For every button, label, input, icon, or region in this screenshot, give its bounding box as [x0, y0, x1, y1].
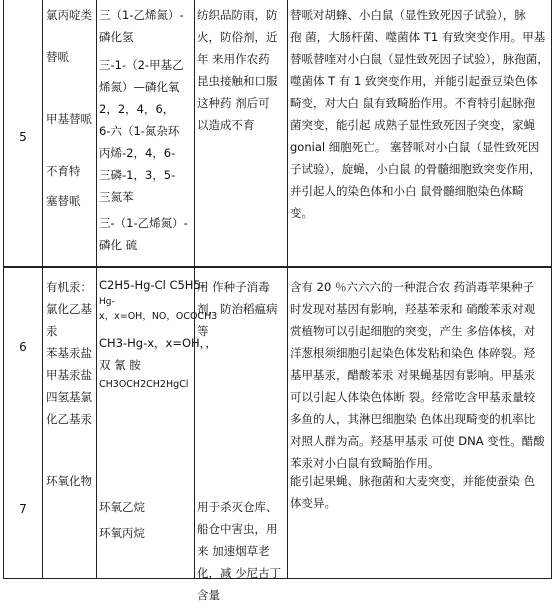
structure-line: 三氮苯	[99, 190, 134, 204]
effects-line: 噬菌体 T 有 1 致突变作用，并能引起蚕豆染色体	[290, 74, 538, 88]
column-divider	[287, 0, 288, 578]
chemical-name: 氯丙啶类	[46, 8, 92, 22]
structure-line: 6-六（1-氮杂环	[99, 124, 180, 138]
row-number: 6	[19, 340, 27, 354]
chemical-name: 苯基汞盐	[46, 346, 92, 360]
effects-line: 多鱼的人，其淋巴细胞染 色体出现畸变的机率比	[290, 412, 536, 426]
chemical-names	[46, 276, 96, 430]
chemical-names	[46, 470, 96, 492]
structure-line: 2，2，4，6，	[99, 102, 175, 116]
effects-line: 畸变，对大白 鼠有致畸胎作用。不育特引起脉孢	[290, 96, 536, 110]
structure-line: 三-1-（2-甲基乙	[99, 58, 184, 72]
effects-line: 替哌替喹对小白鼠（显性致死因子试验），脉孢菌，	[290, 52, 549, 66]
column-divider	[42, 0, 43, 578]
effects-line: 可以引起人体染色体断 裂。经常吃含甲基汞量较	[290, 390, 536, 404]
effects-line: 赏植物可以引起细胞的突变，产生 多倍体核，对	[290, 324, 536, 338]
structure-formulas	[99, 4, 194, 256]
usage-line: 以造成不育	[197, 118, 255, 132]
effects-text	[290, 4, 550, 224]
chemical-name: 环氧化物	[46, 474, 92, 488]
effects-line: 孢 菌，大肠杆菌、噬菌体 T1 有致突变作用。甲基	[290, 30, 546, 44]
structure-line: CH3OCH2CH2HgCl	[99, 379, 189, 390]
row-divider	[4, 266, 551, 268]
structure-line: 磷化氢	[99, 30, 134, 44]
effects-line: gonial 细胞死亡。 塞替哌对小白鼠（显性致死因	[290, 140, 540, 154]
chemical-name: 环氧乙烷	[99, 500, 145, 514]
chemical-name: 化乙基汞	[46, 412, 92, 426]
usage-line: 年 来用作农药	[197, 52, 270, 66]
effects-line: 苯汞对小白鼠有致畸胎作用。	[290, 456, 440, 470]
usage-line: 这种药 剂后可	[197, 96, 270, 110]
effects-line: 能引起果蝇、脉孢菌和大麦突变，并能使蚕染 色	[290, 474, 536, 488]
usage-line: 火，防俗剂，近	[197, 30, 278, 44]
usage-line: 化，减 少尼古丁	[197, 566, 282, 580]
usage-line: 用于杀灭仓库、	[197, 500, 278, 514]
usage-line: 剂，防治稻瘟病	[197, 302, 278, 316]
effects-line: 替哌对胡蜂、小白鼠（显性致死因子试验），脉	[290, 8, 526, 22]
structure-line: C2H5-Hg-Cl C5H5-	[99, 278, 205, 292]
usage-line: 等	[197, 324, 209, 338]
usage-line: 用 作种子消毒	[197, 280, 270, 294]
column-divider	[96, 0, 97, 578]
effects-line: 变。	[290, 206, 313, 220]
chemical-names	[46, 4, 96, 212]
chemical-name: 有机汞：	[46, 280, 92, 294]
chemical-name: 塞替哌	[46, 194, 81, 208]
structure-line: 三磷-1，3，5-	[99, 168, 176, 182]
usage-line: 船仓中害虫，用	[197, 522, 278, 536]
effects-line: 洋葱根须细胞引起染色体发粘和染色 体碎裂。羟	[290, 346, 536, 360]
effects-text	[290, 470, 550, 514]
usage-line: 昆虫接触和口服	[197, 74, 278, 88]
structure-line: 磷化 硫	[99, 238, 138, 252]
usage-line: 纺织品防雨，防	[197, 8, 278, 22]
chemical-name: 不育特	[46, 164, 81, 178]
chemical-name: 替哌	[46, 50, 69, 64]
effects-line: 体变异。	[290, 496, 336, 510]
effects-line: 子试验），旋蝇，小白鼠 的骨髓细胞致突变作用，	[290, 162, 541, 176]
structure-line: 三（1-乙烯氮）-	[99, 8, 184, 22]
data-table	[3, 0, 552, 602]
chemical-name: 环氧丙烷	[99, 526, 145, 540]
structure-line: 三-（1-乙烯氮）-	[99, 216, 188, 230]
usage-line: 含量	[197, 588, 220, 602]
effects-line: 基甲基汞，醋酸苯汞 对果蝇基因有影响。甲基汞	[290, 368, 536, 382]
effects-line: 时发现对基因有影响，羟基苯汞和 硝酸苯汞对观	[290, 302, 536, 316]
structure-line: CH3-Hg-x，x=OH，，	[99, 336, 217, 350]
row-number: 7	[19, 502, 27, 516]
effects-line: 对照人群为高。羟基甲基汞 可使 DNA 变性。醋酸	[290, 434, 545, 448]
structure-line: 丙烯-2，4，6-	[99, 146, 176, 160]
structure-line: 烯氮）—磷化氧	[99, 80, 180, 94]
usage-line: 来 加速烟草老	[197, 544, 270, 558]
chemical-name: 氯化乙基	[46, 302, 92, 316]
structure-line: 双 氰 胺	[99, 358, 141, 372]
effects-line: 并引起人的染色体和小白 鼠骨髓细胞染色体畸	[290, 184, 524, 198]
chemical-name: 汞	[46, 324, 58, 338]
usage-text	[197, 496, 287, 606]
structure-line: x，x=OH，NO，OCOCH3	[99, 311, 218, 322]
chemical-name: 甲基替哌	[46, 112, 92, 126]
structure-formulas	[99, 274, 218, 394]
row-number: 5	[19, 130, 27, 144]
chemical-names	[99, 496, 194, 544]
effects-line: 含有 20 ％六六六的一种混合农 药消毒苹果种子	[290, 280, 535, 294]
usage-text	[197, 276, 287, 342]
usage-text	[197, 4, 287, 136]
effects-text	[290, 276, 550, 474]
chemical-name: 甲基汞盐	[46, 368, 92, 382]
chemical-name: 四氢基氯	[46, 390, 92, 404]
effects-line: 菌突变，能引起 成熟子显性致死因子突变，家蝇	[290, 118, 536, 132]
structure-line: Hg-	[99, 297, 115, 307]
